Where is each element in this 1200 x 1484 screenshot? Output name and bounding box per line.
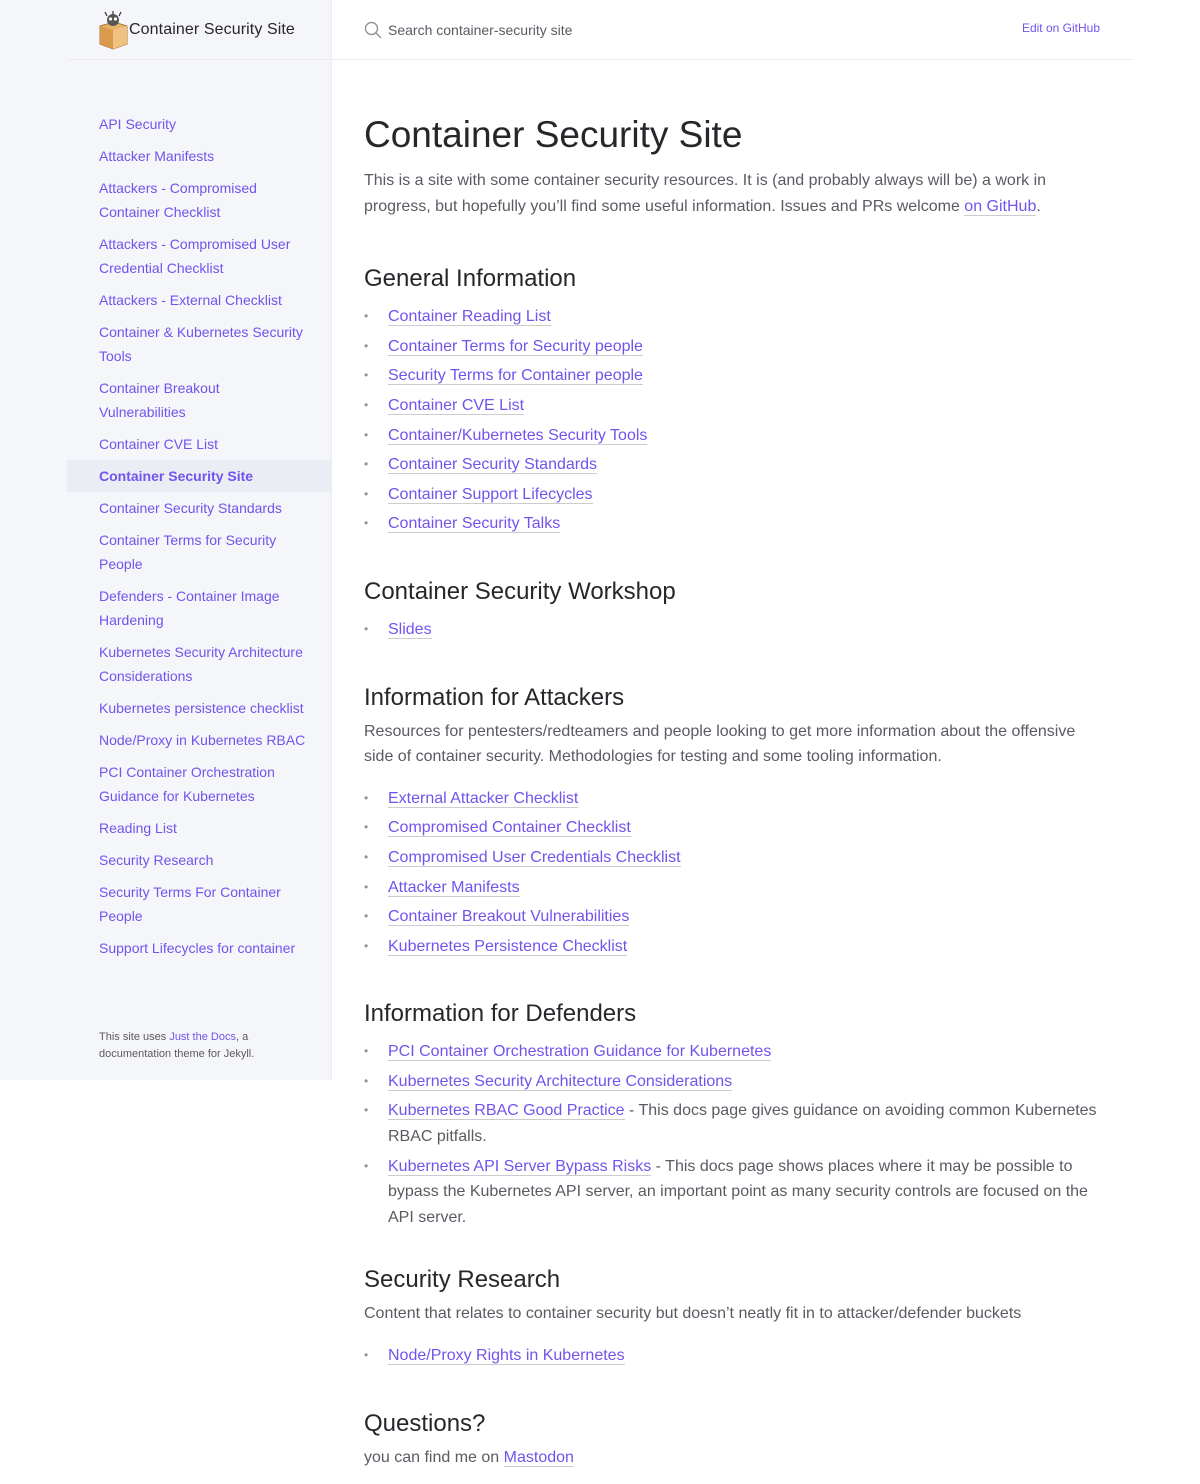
workshop-links-list (364, 617, 1100, 643)
security-tools-link[interactable]: Container/Kubernetes Security Tools (388, 426, 648, 444)
general-links-list (364, 304, 1100, 537)
sidebar-item-compromised-user-credential-checklist[interactable]: Attackers - Compromised User Credential Checklist (99, 236, 291, 276)
search-bar (364, 0, 788, 60)
workshop-heading: Container Security Workshop (364, 577, 676, 605)
list-item (364, 363, 1100, 389)
sidebar-item-terms-for-security-people[interactable]: Container Terms for Security People (99, 532, 277, 572)
list-item (364, 452, 1100, 478)
list-item (364, 934, 1100, 960)
sidebar-item-compromised-container-checklist[interactable]: Attackers - Compromised Container Checklist (99, 180, 257, 220)
intro-paragraph (364, 168, 1100, 219)
mastodon-link[interactable]: Mastodon (503, 1448, 574, 1466)
sidebar-background-top (0, 0, 67, 59)
list-item (364, 786, 1100, 812)
sidebar-item-security-tools[interactable]: Container & Kubernetes Security Tools (99, 324, 303, 364)
list-item (364, 393, 1100, 419)
research-links-list (364, 1343, 1100, 1369)
list-item (364, 511, 1100, 537)
edit-on-github-link[interactable]: Edit on GitHub (1021, 21, 1100, 35)
attackers-section (364, 683, 1100, 960)
site-home-link[interactable] (98, 10, 295, 50)
questions-prefix: you can find me on (364, 1448, 504, 1466)
list-item (364, 845, 1100, 871)
sidebar-item-cve-list[interactable]: Container CVE List (99, 436, 219, 452)
sidebar-item-support-lifecycles[interactable]: Support Lifecycles for container (99, 940, 296, 956)
defenders-section (364, 999, 1100, 1230)
list-item (364, 304, 1100, 330)
security-standards-link[interactable]: Container Security Standards (388, 456, 597, 474)
rbac-good-practice-note: - This docs page gives guidance on avoiding common Kubernetes RBAC pitfalls. (388, 1102, 1097, 1146)
attackers-description: Resources for pentesters/redteamers and people looking to get more information about the offensive side of container security. Methodologies for testing and some tooling information. (364, 722, 1076, 766)
sidebar-footer (99, 1029, 299, 1063)
list-item (364, 904, 1100, 930)
github-link[interactable]: on GitHub (964, 197, 1037, 215)
pci-guidance-link[interactable]: PCI Container Orchestration Guidance for Kubernetes (388, 1043, 772, 1061)
sidebar-item-architecture-considerations[interactable]: Kubernetes Security Architecture Considerations (99, 644, 303, 684)
support-lifecycles-link[interactable]: Container Support Lifecycles (388, 485, 593, 503)
list-item (364, 482, 1100, 508)
list-item (364, 815, 1100, 841)
just-the-docs-link[interactable]: Just the Docs (169, 1031, 236, 1043)
questions-section (364, 1409, 1100, 1471)
security-talks-link[interactable]: Container Security Talks (388, 515, 561, 533)
sidebar-item-persistence-checklist[interactable]: Kubernetes persistence checklist (99, 700, 304, 716)
terms-for-security-link[interactable]: Container Terms for Security people (388, 337, 643, 355)
node-proxy-rights-link[interactable]: Node/Proxy Rights in Kubernetes (388, 1347, 625, 1365)
compromised-credentials-checklist-link[interactable]: Compromised User Credentials Checklist (388, 848, 681, 866)
sidebar-nav (67, 108, 332, 964)
sidebar-item-container-security-site[interactable]: Container Security Site (67, 460, 332, 492)
external-attacker-checklist-link[interactable]: External Attacker Checklist (388, 789, 579, 807)
defenders-heading: Information for Defenders (364, 1000, 637, 1028)
list-item (364, 1098, 1100, 1149)
sidebar-item-breakout-vulnerabilities[interactable]: Container Breakout Vulnerabilities (99, 380, 220, 420)
list-item (364, 1154, 1100, 1231)
rbac-good-practice-link[interactable]: Kubernetes RBAC Good Practice (388, 1102, 625, 1120)
breakout-vulnerabilities-link[interactable]: Container Breakout Vulnerabilities (388, 908, 630, 926)
main-content (364, 108, 1100, 1470)
search-icon (364, 21, 382, 39)
general-information-section (364, 264, 1100, 537)
footer-suffix: , a documentation theme for Jekyll. (99, 1031, 255, 1060)
top-bar (332, 0, 1132, 60)
reading-list-link[interactable]: Container Reading List (388, 308, 551, 326)
intro-end: . (1036, 197, 1041, 215)
questions-text (364, 1445, 1100, 1471)
sidebar-item-node-proxy-rbac[interactable]: Node/Proxy in Kubernetes RBAC (99, 732, 306, 748)
list-item (364, 875, 1100, 901)
list-item (364, 1343, 1100, 1369)
list-item (364, 1039, 1100, 1065)
sidebar-item-api-security[interactable]: API Security (99, 116, 177, 132)
defenders-links-list (364, 1039, 1100, 1230)
api-server-bypass-link[interactable]: Kubernetes API Server Bypass Risks (388, 1157, 652, 1175)
sidebar-item-pci-guidance[interactable]: PCI Container Orchestration Guidance for Kubernetes (99, 764, 275, 804)
sidebar-item-reading-list[interactable]: Reading List (99, 820, 177, 836)
attackers-links-list (364, 786, 1100, 960)
questions-heading: Questions? (364, 1409, 486, 1437)
container-box-logo-icon (98, 10, 129, 50)
intro-text: This is a site with some container security resources. It is (and probably always will be) a work in progress, but hopefully you’ll find some useful information. Issues and PRs welcome (364, 172, 1047, 215)
site-title: Container Security Site (129, 20, 295, 38)
list-item (364, 617, 1100, 643)
list-item (364, 423, 1100, 449)
list-item (364, 334, 1100, 360)
workshop-section (364, 577, 1100, 643)
search-input[interactable] (388, 22, 788, 38)
research-description: Content that relates to container security but doesn’t neatly fit in to attacker/defender buckets (364, 1305, 1022, 1323)
list-item (364, 1069, 1100, 1095)
attackers-heading: Information for Attackers (364, 683, 625, 711)
general-information-heading: General Information (364, 265, 577, 293)
sidebar-item-external-checklist[interactable]: Attackers - External Checklist (99, 292, 282, 308)
cve-list-link[interactable]: Container CVE List (388, 396, 525, 414)
terms-for-container-link[interactable]: Security Terms for Container people (388, 367, 643, 385)
sidebar-item-attacker-manifests[interactable]: Attacker Manifests (99, 148, 215, 164)
api-server-bypass-note: - This docs page shows places where it may be possible to bypass the Kubernetes API server, an important point as many security controls are focused on the API server. (388, 1157, 1088, 1226)
sidebar-item-security-research[interactable]: Security Research (99, 852, 214, 868)
sidebar-item-terms-for-container-people[interactable]: Security Terms For Container People (99, 884, 281, 924)
footer-prefix: This site uses (99, 1031, 170, 1043)
architecture-considerations-link[interactable]: Kubernetes Security Architecture Considerations (388, 1072, 733, 1090)
page-title: Container Security Site (364, 114, 743, 155)
slides-link[interactable]: Slides (388, 620, 432, 638)
sidebar-item-security-standards[interactable]: Container Security Standards (99, 500, 282, 516)
research-heading: Security Research (364, 1266, 561, 1294)
site-header (67, 0, 332, 60)
attacker-manifests-link[interactable]: Attacker Manifests (388, 878, 520, 896)
research-section (364, 1265, 1100, 1368)
persistence-checklist-link[interactable]: Kubernetes Persistence Checklist (388, 937, 628, 955)
sidebar-item-image-hardening[interactable]: Defenders - Container Image Hardening (99, 588, 280, 628)
compromised-container-checklist-link[interactable]: Compromised Container Checklist (388, 819, 631, 837)
